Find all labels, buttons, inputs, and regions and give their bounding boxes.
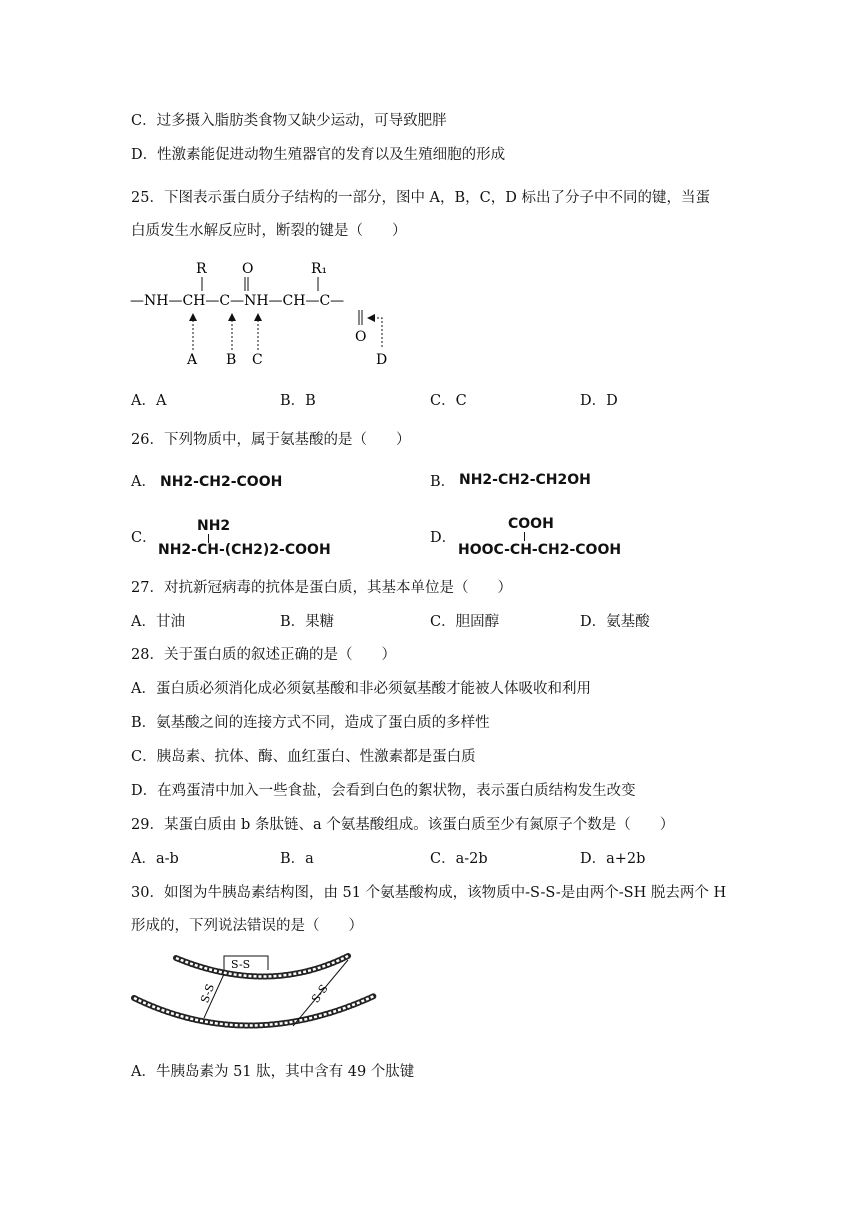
- q28-option-c: C．胰岛素、抗体、酶、血红蛋白、性激素都是蛋白质: [131, 749, 476, 765]
- ss-bond-right: S-S: [308, 982, 331, 1006]
- question-28-stem: 28．关于蛋白质的叙述正确的是（ ）: [131, 647, 396, 663]
- oxygen-top-label: O: [242, 261, 254, 277]
- question-29-stem: 29．某蛋白质由 b 条肽链、a 个氨基酸组成。该蛋白质至少有氮原子个数是（ ）: [131, 817, 675, 833]
- q26-option-c-letter: C．: [131, 530, 157, 546]
- q25-option-b: B．B: [280, 393, 316, 409]
- q28-option-d: D．在鸡蛋清中加入一些食盐，会看到白色的絮状物，表示蛋白质结构发生改变: [131, 783, 636, 799]
- ss-bond-left: S-S: [198, 982, 217, 1005]
- insulin-structure-diagram: [128, 946, 388, 1046]
- label-d: D: [376, 352, 388, 368]
- q27-option-c: C．胆固醇: [430, 614, 500, 630]
- question-27-stem: 27．对抗新冠病毒的抗体是蛋白质，其基本单位是（ ）: [131, 580, 512, 596]
- label-c: C: [252, 352, 263, 368]
- q26-option-d-letter: D．: [430, 530, 457, 546]
- r-group-label: R: [196, 261, 207, 277]
- question-25-stem-cont: 白质发生水解反应时，断裂的键是（ ）: [131, 223, 407, 239]
- question-30-stem-cont: 形成的，下列说法错误的是（ ）: [131, 918, 363, 934]
- question-26-stem: 26．下列物质中，属于氨基酸的是（ ）: [131, 432, 411, 448]
- option-d-text: D．性激素能促进动物生殖器官的发育以及生殖细胞的形成: [131, 147, 506, 163]
- q29-option-c: C．a-2b: [430, 851, 488, 867]
- label-a: A: [187, 352, 198, 368]
- q29-option-b: B．a: [280, 851, 314, 867]
- q26-option-a-formula: NH2-CH2-COOH: [160, 474, 283, 490]
- ss-bond-top: S-S: [231, 958, 251, 971]
- q28-option-b: B．氨基酸之间的连接方式不同，造成了蛋白质的多样性: [131, 715, 490, 731]
- q26-option-d-formula: HOOC-CH-CH2-COOH: [458, 542, 622, 558]
- q27-option-d: D．氨基酸: [580, 614, 650, 630]
- label-b: B: [226, 352, 237, 368]
- r1-group-label: R₁: [311, 261, 328, 277]
- q29-option-d: D．a+2b: [580, 851, 646, 867]
- peptide-chain: —NH—CH—C—NH—CH—C—: [130, 293, 345, 309]
- q26-d-bond: [524, 532, 525, 541]
- q28-option-a: A．蛋白质必须消化成必须氨基酸和非必须氨基酸才能被人体吸收和利用: [131, 681, 591, 697]
- option-c-text: C．过多摄入脂肪类食物又缺少运动，可导致肥胖: [131, 113, 447, 129]
- q29-option-a: A．a-b: [131, 851, 179, 867]
- question-25-stem: 25．下图表示蛋白质分子结构的一部分，图中 A，B，C，D 标出了分子中不同的键，当蛋: [131, 190, 711, 206]
- q27-option-b: B．果糖: [280, 614, 335, 630]
- q26-option-b-formula: NH2-CH2-CH2OH: [459, 472, 591, 488]
- q25-option-a: A．A: [131, 393, 167, 409]
- q30-option-a: A．牛胰岛素为 51 肽，其中含有 49 个肽键: [131, 1064, 415, 1080]
- oxygen-bottom-label: O: [355, 329, 367, 345]
- q25-option-d: D．D: [580, 393, 618, 409]
- q26-option-b-letter: B．: [430, 474, 456, 490]
- q26-option-c-formula: NH2-CH-(CH2)2-COOH: [158, 542, 331, 558]
- peptide-bond-diagram: [125, 255, 405, 370]
- q26-option-a-letter: A．: [131, 474, 156, 490]
- q26-option-d-carboxyl-group: COOH: [508, 516, 554, 532]
- q26-option-c-amino-group: NH2: [197, 518, 231, 534]
- q27-option-a: A．甘油: [131, 614, 185, 630]
- question-30-stem: 30．如图为牛胰岛素结构图，由 51 个氨基酸构成，该物质中-S-S-是由两个-SH 脱去两个 H: [131, 885, 727, 901]
- q25-option-c: C．C: [430, 393, 467, 409]
